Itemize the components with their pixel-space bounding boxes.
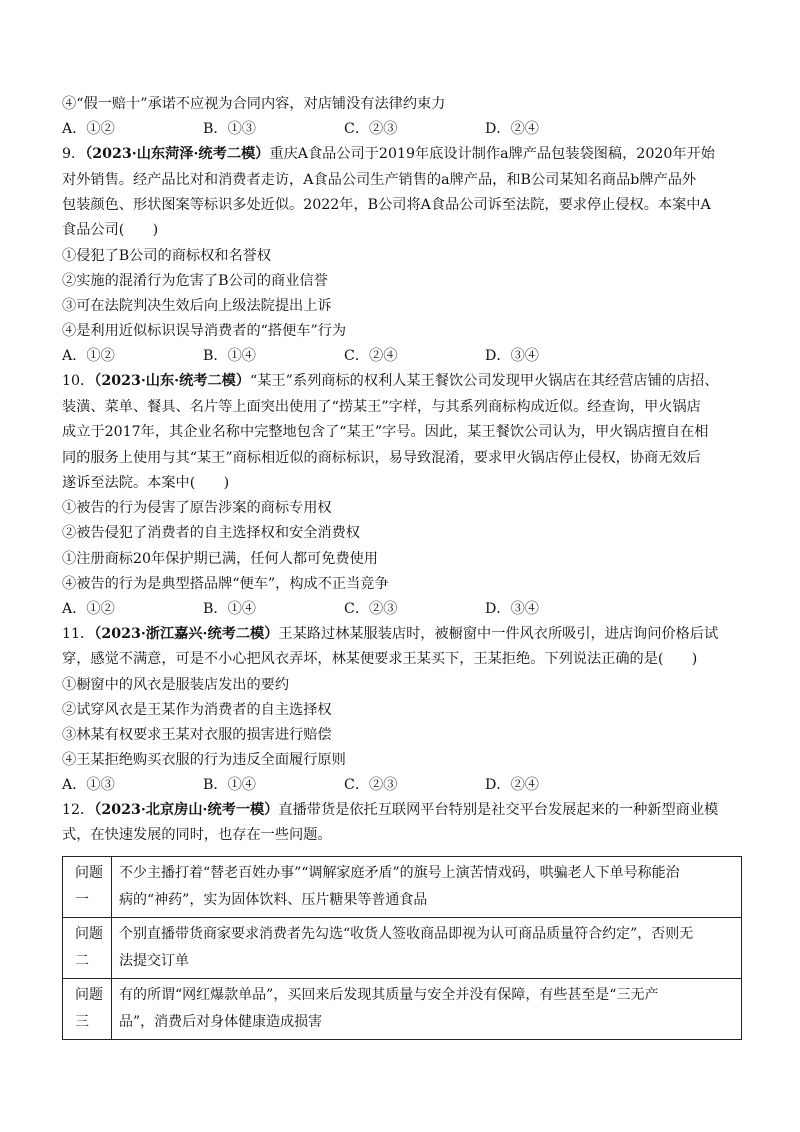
stem-line: 对外销售。经产品比对和消费者走访，A食品公司生产销售的a牌产品，和B公司某知名商品b牌产品外: [62, 171, 697, 188]
row-label: 问题 二: [63, 917, 112, 978]
question-number: 11．: [62, 625, 95, 642]
statement: ④是利用近似标识误导消费者的“搭便车”行为: [62, 323, 347, 340]
table-row: [63, 978, 742, 1039]
statement: ④王某拒绝购买衣服的行为违反全面履行原则: [62, 751, 346, 768]
option-a: A．①②: [62, 121, 115, 138]
row-text: 有的所谓“网红爆款单品”，买回来后发现其质量与安全并没有保障，有些甚至是“三无产 品”，消费后对身体健康造成损害: [112, 978, 742, 1039]
stem-line: 同的服务上使用与其“某王”商标相近似的商标标识，易导致混淆，要求甲火锅店停止侵权，协商无效后: [62, 449, 701, 466]
statement: ②被告侵犯了消费者的自主选择权和安全消费权: [62, 525, 360, 542]
row-label: 问题 一: [63, 856, 112, 917]
stem-line: 包装颜色、形状图案等标识多处近似。2022年，B公司将A食品公司诉至法院，要求停止侵权。本案中A: [62, 197, 711, 213]
answer-options: [62, 597, 742, 622]
page-content: [62, 92, 742, 1040]
statement: ②试穿风衣是王某作为消费者的自主选择权: [62, 701, 332, 718]
stem-line: 王某路过林某服装店时，被橱窗中一件风衣所吸引，进店询问价格后试: [278, 625, 719, 642]
stem-line: 食品公司( ): [62, 222, 159, 239]
stem-line: 直播带货是依托互联网平台特别是社交平台发展起来的一种新型商业模: [278, 802, 719, 819]
option-c: C．②③: [344, 121, 398, 138]
statement: ③林某有权要求王某对衣服的损害进行赔偿: [62, 726, 332, 743]
question-10-stem: [62, 369, 742, 496]
row-text: 个别直播带货商家要求消费者先勾选“收货人签收商品即视为认可商品质量符合约定”，否则无 法提交订单: [112, 917, 742, 978]
statement: ④被告的行为是典型搭品牌“便车”，构成不正当竞争: [62, 575, 389, 592]
stem-line: 穿，感觉不满意，可是不小心把风衣弄坏，林某便要求王某买下，王某拒绝。下列说法正确的是( ): [62, 651, 698, 668]
stem-line: “某王”系列商标的权利人某王餐饮公司发现甲火锅店在其经营店铺的店招、: [250, 373, 719, 390]
question-number: 9．: [62, 146, 86, 163]
statement: ②实施的混淆行为危害了B公司的商业信誉: [62, 272, 328, 289]
stem-line: 遂诉至法院。本案中( ): [62, 474, 230, 491]
statement: ③可在法院判决生效后向上级法院提出上诉: [62, 298, 332, 314]
row-label: 问题 三: [63, 978, 112, 1039]
table-row: [63, 917, 742, 978]
question-source: （2023·北京房山·统考一模）: [94, 802, 279, 819]
option-c: C．②③: [344, 600, 398, 617]
answer-options: [62, 344, 742, 369]
question-source: （2023·浙江嘉兴·统考二模）: [94, 625, 279, 642]
stem-line: 重庆A食品公司于2019年底设计制作a牌产品包装袋图稿，2020年开始: [269, 146, 715, 163]
statement: ①侵犯了B公司的商标权和名誉权: [62, 247, 272, 264]
option-d: D．③④: [485, 600, 539, 617]
question-12-stem: [62, 798, 742, 849]
question-11-stem: [62, 622, 742, 673]
stem-line: 装潢、菜单、餐具、名片等上面突出使用了“捞某王”字样，与其系列商标构成近似。经查询，甲火锅店: [62, 398, 701, 415]
stem-line: 式，在快速发展的同时，也存在一些问题。: [62, 827, 332, 844]
stem-line: 成立于2017年，其企业名称中完整地包含了“某王”字号。因此，某王餐饮公司认为，甲火锅店擅自在相: [62, 424, 709, 441]
statement: ①被告的行为侵害了原告涉案的商标专用权: [62, 500, 332, 517]
table-row: [63, 856, 742, 917]
option-d: D．③④: [485, 348, 539, 365]
option-a: A．①②: [62, 348, 115, 365]
question-9-stem: [62, 142, 742, 244]
option-b: B．①④: [203, 600, 256, 617]
option-b: B．①④: [203, 348, 256, 365]
question-source: （2023·山东菏泽·统考二模）: [85, 146, 270, 163]
option-a: A．①③: [62, 776, 115, 793]
answer-options: [62, 773, 742, 798]
option-a: A．①②: [62, 600, 115, 617]
option-d: D．②④: [485, 121, 539, 138]
option-c: C．②④: [344, 348, 398, 365]
option-b: B．①③: [203, 121, 256, 138]
problems-table: [62, 856, 742, 1040]
question-number: 10．: [62, 373, 95, 390]
question-source: （2023·山东·统考二模）: [94, 373, 251, 390]
question-number: 12．: [62, 802, 95, 819]
option-d: D．②④: [485, 776, 539, 793]
statement: ④“假一赔十”承诺不应视为合同内容，对店铺没有法律约束力: [62, 96, 446, 112]
answer-options: [62, 117, 742, 142]
option-b: B．①④: [203, 776, 256, 793]
row-text: 不少主播打着“替老百姓办事”“调解家庭矛盾”的旗号上演苦情戏码，哄骗老人下单号称能治 病的“神药”，实为固体饮料、压片糖果等普通食品: [112, 856, 742, 917]
statement: ①注册商标20年保护期已满，任何人都可免费使用: [62, 550, 378, 567]
option-c: C．②③: [344, 776, 398, 793]
statement: ①橱窗中的风衣是服装店发出的要约: [62, 676, 290, 693]
